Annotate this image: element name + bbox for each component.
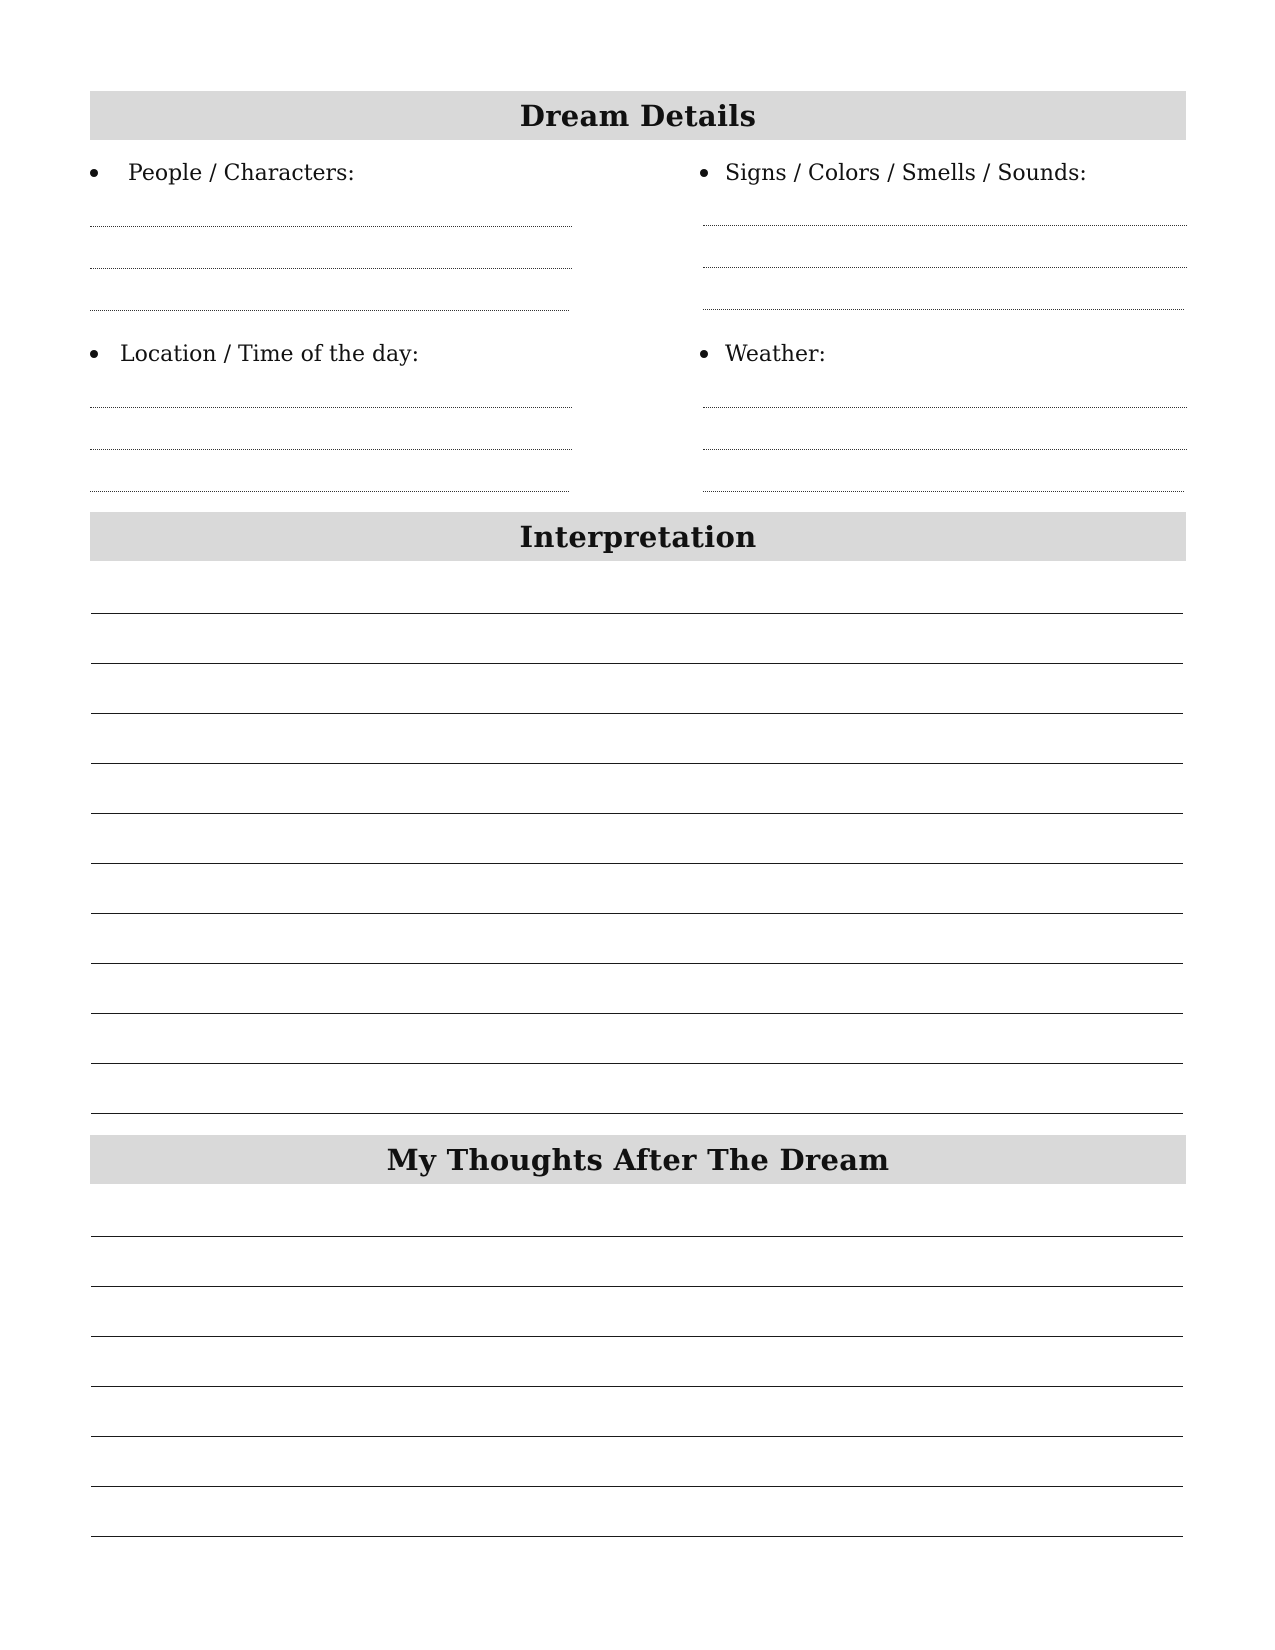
writing-line[interactable] [703, 407, 1187, 408]
interpretation-title: Interpretation [519, 519, 757, 554]
writing-line[interactable] [91, 1486, 1183, 1487]
writing-line[interactable] [91, 1286, 1183, 1287]
writing-line[interactable] [90, 226, 572, 227]
writing-line[interactable] [91, 1236, 1183, 1237]
bullet-icon [90, 169, 98, 177]
dream-details-title: Dream Details [519, 98, 757, 133]
writing-line[interactable] [703, 225, 1187, 226]
signs-label-row [700, 158, 1180, 188]
writing-line[interactable] [91, 1536, 1183, 1537]
bullet-icon [700, 169, 708, 177]
writing-line[interactable] [91, 813, 1183, 814]
writing-line[interactable] [90, 407, 572, 408]
writing-line[interactable] [91, 1336, 1183, 1337]
writing-line[interactable] [91, 713, 1183, 714]
bullet-icon [700, 350, 708, 358]
people-characters-label-row [90, 158, 570, 188]
writing-line[interactable] [90, 491, 569, 492]
weather-field [700, 339, 1180, 369]
writing-line[interactable] [703, 267, 1187, 268]
writing-line[interactable] [90, 449, 572, 450]
location-time-field [90, 339, 570, 369]
people-characters-label: People / Characters: [128, 160, 355, 186]
writing-line[interactable] [91, 1113, 1183, 1114]
writing-line[interactable] [703, 449, 1187, 450]
writing-line[interactable] [91, 913, 1183, 914]
location-time-label: Location / Time of the day: [120, 341, 420, 367]
thoughts-header [90, 1135, 1186, 1184]
writing-line[interactable] [91, 1013, 1183, 1014]
writing-line[interactable] [91, 1386, 1183, 1387]
writing-line[interactable] [90, 268, 572, 269]
dream-details-header [90, 91, 1186, 140]
weather-label-row [700, 339, 1180, 369]
thoughts-title: My Thoughts After The Dream [386, 1142, 890, 1177]
bullet-icon [90, 350, 98, 358]
writing-line[interactable] [91, 1436, 1183, 1437]
writing-line[interactable] [91, 963, 1183, 964]
writing-line[interactable] [91, 763, 1183, 764]
people-characters-field [90, 158, 570, 188]
signs-label: Signs / Colors / Smells / Sounds: [725, 160, 1087, 186]
writing-line[interactable] [91, 1063, 1183, 1064]
interpretation-header [90, 512, 1186, 561]
writing-line[interactable] [703, 491, 1184, 492]
writing-line[interactable] [91, 863, 1183, 864]
weather-label: Weather: [725, 341, 826, 367]
writing-line[interactable] [703, 309, 1184, 310]
writing-line[interactable] [91, 613, 1183, 614]
writing-line[interactable] [90, 310, 569, 311]
writing-line[interactable] [91, 663, 1183, 664]
location-time-label-row [90, 339, 570, 369]
signs-colors-smells-sounds-field [700, 158, 1180, 188]
